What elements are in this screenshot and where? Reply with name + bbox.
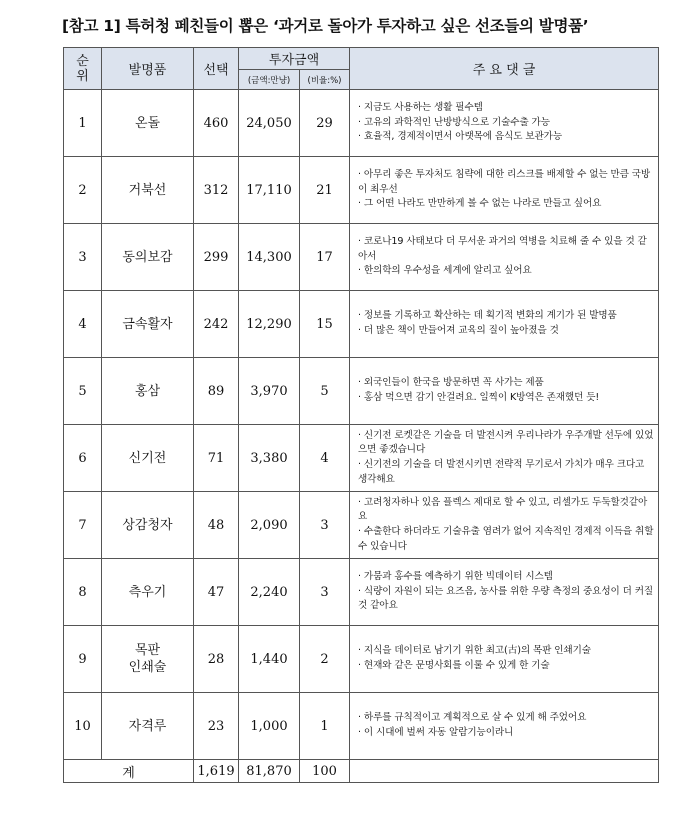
- rank-cell: 6: [64, 425, 102, 492]
- rank-cell: 8: [64, 559, 102, 626]
- comment-line: · 더 많은 책이 만들어져 교육의 질이 높아졌을 것: [358, 325, 559, 336]
- votes-cell: 23: [194, 693, 239, 760]
- ratio-cell: 15: [300, 291, 350, 358]
- table-row: [64, 90, 659, 157]
- invention-name: 동의보감: [102, 224, 194, 291]
- comment-line: · 지금도 사용하는 생활 필수템: [358, 102, 483, 114]
- ratio-cell: 17: [300, 224, 350, 291]
- amount-cell: 17,110: [239, 157, 300, 224]
- comment-line: · 한의학의 우수성을 세계에 알리고 싶어요: [358, 265, 532, 277]
- header-comments: 주 요 댓 글: [350, 48, 659, 90]
- comments-cell: [350, 90, 659, 157]
- table-row: [64, 693, 659, 760]
- invention-name: 자격루: [102, 693, 194, 760]
- comment-line: · 신기전의 기술을 더 발전시키면 전략적 무기로서 가치가 매우 크다고 생각해요: [358, 459, 645, 485]
- rank-cell: 2: [64, 157, 102, 224]
- inventions-table: [63, 47, 659, 783]
- table-row: [64, 358, 659, 425]
- comment-line: · 수출한다 하더라도 기술유출 염려가 없어 지속적인 경제적 이득을 취할 수 있습니다: [358, 526, 654, 552]
- comments-cell: [350, 224, 659, 291]
- header-rank: 순 위: [64, 48, 102, 90]
- invention-name: 금속활자: [102, 291, 194, 358]
- ratio-cell: 1: [300, 693, 350, 760]
- table-row: [64, 224, 659, 291]
- comments-cell: [350, 425, 659, 492]
- comment-line: · 정보를 기록하고 확산하는 데 획기적 변화의 계기가 된 발명품: [358, 310, 617, 322]
- invention-name: 상감청자: [102, 492, 194, 559]
- comment-line: · 하루를 규칙적이고 계획적으로 살 수 있게 해 주었어요: [358, 712, 587, 724]
- header-investment: 투자금액: [239, 48, 350, 70]
- comments-cell: [350, 291, 659, 358]
- ratio-cell: 4: [300, 425, 350, 492]
- total-label: 계: [64, 760, 194, 783]
- rank-cell: 1: [64, 90, 102, 157]
- amount-cell: 2,090: [239, 492, 300, 559]
- header-selection: 선택: [194, 48, 239, 90]
- comment-line: · 홍삼 먹으면 감기 안걸려요. 일찍이 K방역은 존재했던 듯!: [358, 392, 600, 403]
- rank-cell: 9: [64, 626, 102, 693]
- ratio-cell: 5: [300, 358, 350, 425]
- votes-cell: 312: [194, 157, 239, 224]
- rank-cell: 7: [64, 492, 102, 559]
- votes-cell: 47: [194, 559, 239, 626]
- votes-cell: 48: [194, 492, 239, 559]
- total-votes: 1,619: [194, 760, 239, 783]
- ratio-cell: 3: [300, 492, 350, 559]
- comment-line: · 그 어떤 나라도 만만하게 볼 수 없는 나라로 만들고 싶어요: [358, 198, 602, 210]
- votes-cell: 71: [194, 425, 239, 492]
- page-title: [참고 1] 특허청 페친들이 뽑은 ‘과거로 돌아가 투자하고 싶은 선조들의 발명품’: [62, 17, 589, 35]
- invention-name: 홍삼: [102, 358, 194, 425]
- amount-cell: 3,380: [239, 425, 300, 492]
- table-row: [64, 492, 659, 559]
- table-row: [64, 425, 659, 492]
- comment-line: · 고유의 과학적인 난방방식으로 기술수출 가능: [358, 116, 550, 128]
- ratio-cell: 2: [300, 626, 350, 693]
- votes-cell: 242: [194, 291, 239, 358]
- header-amount: (금액:만냥): [239, 70, 300, 90]
- table-row: [64, 626, 659, 693]
- rank-cell: 4: [64, 291, 102, 358]
- comment-line: · 신기전 로켓같은 기술을 더 발전시켜 우리나라가 우주개발 선두에 있었으면 좋겠습니다: [358, 429, 654, 456]
- comment-line: · 고려청자하나 있음 플렉스 제대로 할 수 있고, 리셀가도 두둑할것같아요: [358, 496, 648, 523]
- amount-cell: 1,440: [239, 626, 300, 693]
- comments-cell: [350, 492, 659, 559]
- ratio-cell: 3: [300, 559, 350, 626]
- comments-cell: [350, 157, 659, 224]
- comments-cell: [350, 559, 659, 626]
- comment-line: · 가뭄과 홍수를 예측하기 위한 빅데이터 시스템: [358, 571, 553, 583]
- total-ratio: 100: [300, 760, 350, 783]
- invention-name: 거북선: [102, 157, 194, 224]
- amount-cell: 2,240: [239, 559, 300, 626]
- total-row: [64, 760, 659, 783]
- table-row: [64, 559, 659, 626]
- rank-cell: 10: [64, 693, 102, 760]
- votes-cell: 28: [194, 626, 239, 693]
- amount-cell: 3,970: [239, 358, 300, 425]
- comment-line: · 아무리 좋은 투자처도 침략에 대한 리스크를 배제할 수 없는 만큼 국방이 최우선: [358, 169, 651, 195]
- votes-cell: 299: [194, 224, 239, 291]
- amount-cell: 12,290: [239, 291, 300, 358]
- total-amount: 81,870: [239, 760, 300, 783]
- votes-cell: 89: [194, 358, 239, 425]
- invention-name: 신기전: [102, 425, 194, 492]
- invention-name: 목판 인쇄술: [102, 626, 194, 693]
- comment-line: · 현재와 같은 문명사회를 이룰 수 있게 한 기술: [358, 660, 550, 671]
- amount-cell: 14,300: [239, 224, 300, 291]
- ratio-cell: 29: [300, 90, 350, 157]
- header-ratio: (비율:%): [300, 70, 350, 90]
- ratio-cell: 21: [300, 157, 350, 224]
- votes-cell: 460: [194, 90, 239, 157]
- comments-cell: [350, 693, 659, 760]
- comments-cell: [350, 358, 659, 425]
- comment-line: · 코로나19 사태보다 더 무서운 과거의 역병을 치료해 줄 수 있을 것 같아서: [358, 236, 647, 262]
- total-comments-empty: [350, 760, 659, 783]
- comment-line: · 식량이 자원이 되는 요즈음, 농사를 위한 우량 측정의 중요성이 더 커질 것 같아요: [358, 585, 654, 612]
- comment-line: · 외국인들이 한국을 방문하면 꼭 사가는 제품: [358, 377, 544, 389]
- rank-cell: 5: [64, 358, 102, 425]
- table-row: [64, 291, 659, 358]
- comments-cell: [350, 626, 659, 693]
- amount-cell: 1,000: [239, 693, 300, 760]
- invention-name: 측우기: [102, 559, 194, 626]
- amount-cell: 24,050: [239, 90, 300, 157]
- comment-line: · 지식을 데이터로 남기기 위한 최고(古)의 목판 인쇄기술: [358, 645, 591, 657]
- invention-name: 온돌: [102, 90, 194, 157]
- header-invention: 발명품: [102, 48, 194, 90]
- table-row: [64, 157, 659, 224]
- comment-line: · 이 시대에 벌써 자동 알람기능이라니: [358, 727, 514, 738]
- comment-line: · 효율적, 경제적이면서 아랫목에 음식도 보관가능: [358, 131, 563, 143]
- rank-cell: 3: [64, 224, 102, 291]
